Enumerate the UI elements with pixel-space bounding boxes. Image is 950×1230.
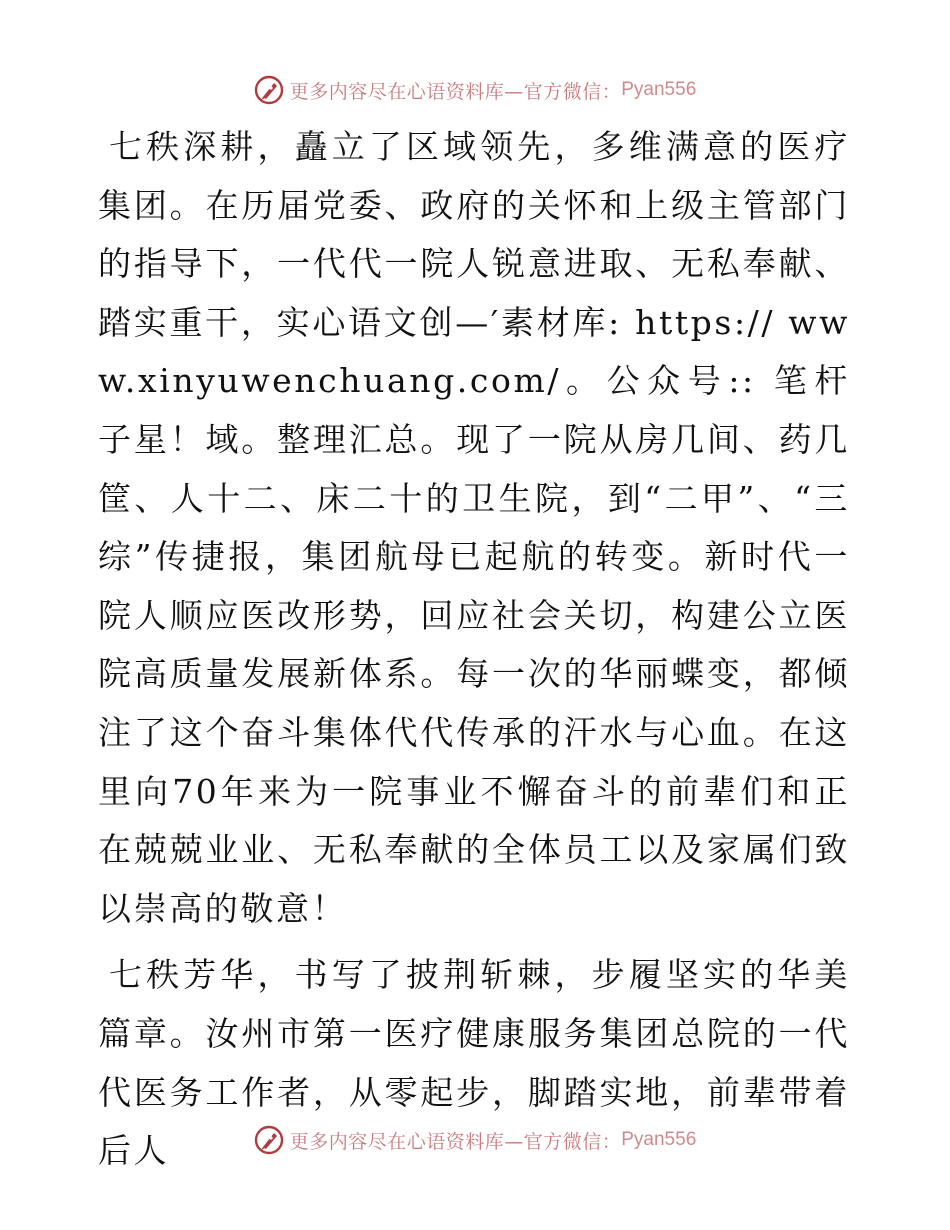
paragraph-1: 七秩深耕，矗立了区域领先，多维满意的医疗集团。在历届党委、政府的关怀和上级主管部门的指导下，一代代一院人锐意进取、无私奉献、踏实重干，实心语文创—′素材库: https:// www.xinyuwenchuang.com/。公众号:: 笔杆子星！域。整理汇总。现了一院从房几间、药几筐、人十二、床二十的卫生院，到“二甲”、“三综”传捷报，集团航母已起航的转变。新时代一院人顺应医改形势，回应社会关切，构建公立医院高质量发展新体系。每一次的华丽蝶变，都倾注了这个奋斗集体代代传承的汗水与心血。在这里向70年来为一院事业不懈奋斗的前辈们和正在兢兢业业、无私奉献的全体员工以及家属们致以崇高的敬意！ <box>98 127 850 928</box>
pen-nib-logo-icon <box>254 75 284 105</box>
header-watermark <box>0 70 950 110</box>
watermark-wechat-id: Pyan556 <box>621 1129 697 1150</box>
watermark-text: 更多内容尽在心语资料库—官方微信： <box>289 80 622 103</box>
footer-watermark <box>0 1120 950 1160</box>
paragraph-2: 七秩芳华，书写了披荆斩棘，步履坚实的华美篇章。汝州市第一医疗健康服务集团总院的一代代医务工作者，从零起步，脚踏实地，前辈带着后人 <box>98 955 850 1171</box>
watermark-text: 更多内容尽在心语资料库—官方微信： <box>289 1130 622 1153</box>
pen-nib-logo-icon <box>254 1125 284 1155</box>
watermark-wechat-id: Pyan556 <box>621 79 697 100</box>
document-body <box>98 118 850 1181</box>
